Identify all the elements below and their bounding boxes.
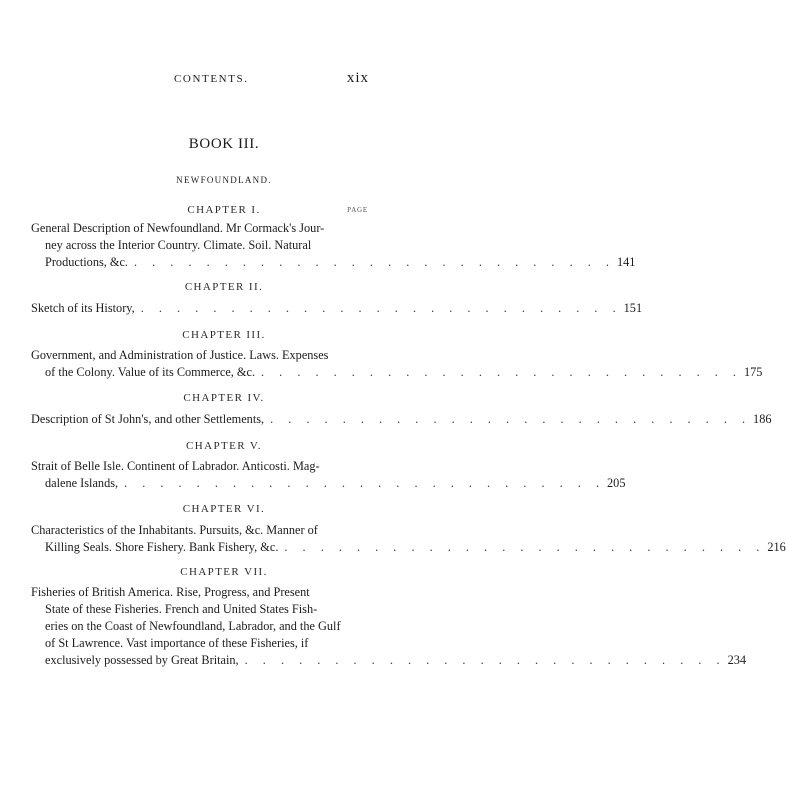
chapter-heading-5: CHAPTER V. [186,440,262,452]
page-folio: xix [346,70,369,86]
entry-line: exclusively possessed by Great Britain, [45,653,239,667]
page-number: 205 [607,476,626,490]
page-number: 216 [767,540,786,554]
dot-leader: . . . . . . . . . . . . . . . . . . . . . . . . . . . [124,476,606,490]
chapter-heading-6: CHAPTER VI. [182,503,266,515]
page-number: 234 [727,653,747,667]
page-number: 175 [743,365,763,379]
entry-line: Description of St John's, and other Settlements, [31,412,265,426]
toc-entry-6[interactable] [31,522,786,556]
entry-line: Government, and Administration of Justice. Laws. Expenses [31,348,329,362]
entry-last-line [31,411,772,428]
entry-last-line [31,300,643,317]
page-number: 151 [623,301,643,315]
dot-leader: . . . . . . . . . . . . . . . . . . . . . . . . . . . [261,365,742,379]
chapter-heading-7: CHAPTER VII. [180,566,268,578]
entry-line: Characteristics of the Inhabitants. Pursuits, &c. Manner of [31,523,318,537]
entry-last-line [31,254,636,271]
page-number: 186 [753,412,772,426]
chapter-heading-1: CHAPTER I. [187,204,261,216]
entry-line: State of these Fisheries. French and United States Fish- [45,602,318,616]
entry-line: Productions, &c. [45,255,128,269]
dot-leader: . . . . . . . . . . . . . . . . . . . . . . . . . . . [244,653,726,667]
entry-line: Sketch of its History, [31,301,135,315]
toc-entry-7[interactable] [31,584,747,669]
dot-leader: . . . . . . . . . . . . . . . . . . . . . . . . . . . [134,255,615,269]
entry-line: General Description of Newfoundland. Mr Cormack's Jour- [31,221,325,235]
book-subtitle: NEWFOUNDLAND. [176,175,272,185]
entry-line: Strait of Belle Isle. Continent of Labrador. Anticosti. Mag- [31,459,320,473]
chapter-heading-3: CHAPTER III. [182,329,266,341]
dot-leader: . . . . . . . . . . . . . . . . . . . . . . . . . . . [270,412,752,426]
chapter-heading-2: CHAPTER II. [184,281,264,293]
toc-entry-2[interactable] [31,300,643,317]
running-head [0,70,448,93]
entry-last-line [31,364,763,381]
toc-entry-3[interactable] [31,347,763,381]
dot-leader: . . . . . . . . . . . . . . . . . . . . . . . . . . . [140,301,622,315]
entry-last-line [31,539,786,556]
dot-leader: . . . . . . . . . . . . . . . . . . . . . . . . . . . [284,540,766,554]
toc-entry-1[interactable] [31,220,636,271]
running-title: CONTENTS. [174,73,249,85]
entry-line: ney across the Interior Country. Climate. Soil. Natural [45,238,312,252]
toc-entry-4[interactable] [31,411,772,428]
page-number: 141 [616,255,636,269]
chapter-heading-4: CHAPTER IV. [183,392,265,404]
entry-line: eries on the Coast of Newfoundland, Labrador, and the Gulf [45,619,341,633]
entry-line: of St Lawrence. Vast importance of these Fisheries, if [45,636,309,650]
toc-entry-5[interactable] [31,458,626,492]
book-title: BOOK III. [188,136,260,152]
entry-last-line [31,652,747,669]
entry-last-line [31,475,626,492]
page-column-label: PAGE [347,206,368,214]
entry-line: Killing Seals. Shore Fishery. Bank Fishery, &c. [45,540,279,554]
entry-line: of the Colony. Value of its Commerce, &c. [45,365,256,379]
entry-line: dalene Islands, [45,476,119,490]
entry-line: Fisheries of British America. Rise, Progress, and Present [31,585,310,599]
